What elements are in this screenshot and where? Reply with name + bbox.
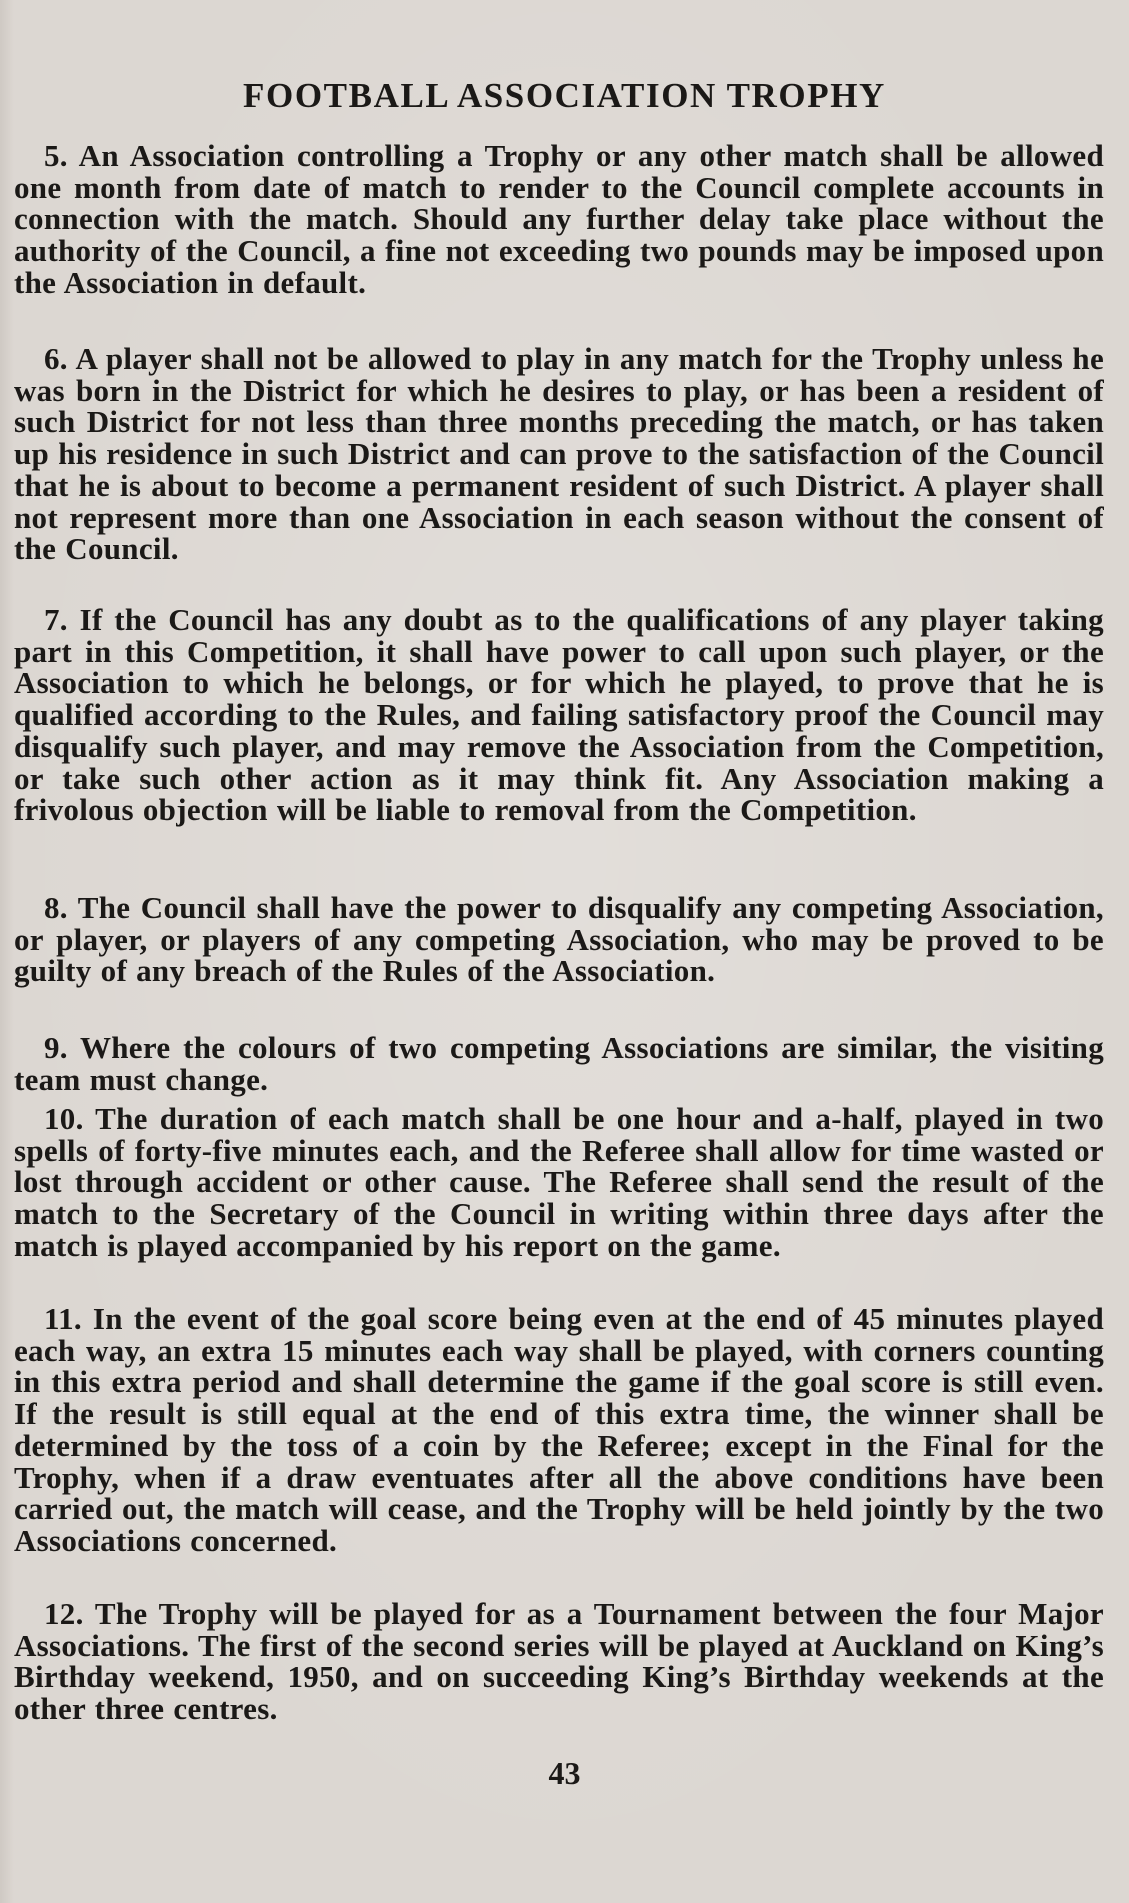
rule-number: 10. [44, 1101, 84, 1136]
rule-11-paragraph [14, 1303, 1104, 1557]
rule-number: 11. [44, 1301, 82, 1336]
rule-text: An Association controlling a Trophy or any other match shall be allowed one month from date of match to render to the Council complete accounts in connection with the match. Should any further delay take place without the authority of the Council, a fine not exceeding two pounds may be imposed upon the Association in default. [14, 138, 1104, 300]
rule-number: 8. [44, 890, 68, 925]
rule-text: If the Council has any doubt as to the qualifications of any player taking part in this Competition, it shall have power to call upon such player, or the Association to which he belongs, or for which he played, to prove that he is qualified according to the Rules, and failing satisfactory proof the Council may disqualify such player, and may remove the Association from the Competition, or take such other action as it may think fit. Any Association making a frivolous objection will be liable to removal from the Competition. [14, 602, 1104, 828]
rule-6-paragraph [14, 343, 1104, 565]
rule-text: The duration of each match shall be one hour and a-half, played in two spells of forty-five minutes each, and the Referee shall allow for time wasted or lost through accident or other cause. The Referee shall send the result of the match to the Secretary of the Council in writing within three days after the match is played accompanied by his report on the game. [14, 1101, 1104, 1263]
rule-number: 12. [44, 1596, 84, 1631]
rule-9-paragraph [14, 1032, 1104, 1095]
rule-text: The Council shall have the power to disqualify any competing Association, or player, or players of any competing Association, who may be proved to be guilty of any breach of the Rules of the Association. [14, 890, 1104, 989]
rule-number: 5. [44, 138, 68, 173]
rule-text: Where the colours of two competing Associations are similar, the visiting team must change. [14, 1030, 1104, 1097]
rule-text: The Trophy will be played for as a Tournament between the four Major Associations. The first of the second series will be played at Auckland on King’s Birthday weekend, 1950, and on succeeding King’s Birthday weekends at the other three centres. [14, 1596, 1104, 1727]
rule-text: A player shall not be allowed to play in any match for the Trophy unless he was born in the District for which he desires to play, or has been a resident of such District for not less than three months preceding the match, or has taken up his residence in such District and can prove to the satisfaction of the Council that he is about to become a permanent resident of such District. A player shall not represent more than one Association in each season without the consent of the Council. [14, 341, 1105, 567]
rule-10-paragraph [14, 1103, 1104, 1262]
rule-number: 6. [44, 341, 68, 376]
rule-5-paragraph [14, 140, 1104, 299]
rule-7-paragraph [14, 604, 1104, 826]
page-title: FOOTBALL ASSOCIATION TROPHY [243, 76, 886, 115]
rule-number: 7. [44, 602, 68, 637]
rule-number: 9. [44, 1030, 68, 1065]
rule-8-paragraph [14, 892, 1104, 987]
rule-12-paragraph [14, 1598, 1104, 1725]
page-number: 43 [548, 1755, 581, 1791]
rule-text: In the event of the goal score being even at the end of 45 minutes played each way, an extra 15 minutes each way shall be played, with corners counting in this extra period and shall determine the game if the goal score is still even. If the result is still equal at the end of this extra time, the winner shall be determined by the toss of a coin by the Referee; except in the Final for the Trophy, when if a draw eventuates after all the above conditions have been carried out, the match will cease, and the Trophy will be held jointly by the two Associations concerned. [14, 1301, 1104, 1558]
